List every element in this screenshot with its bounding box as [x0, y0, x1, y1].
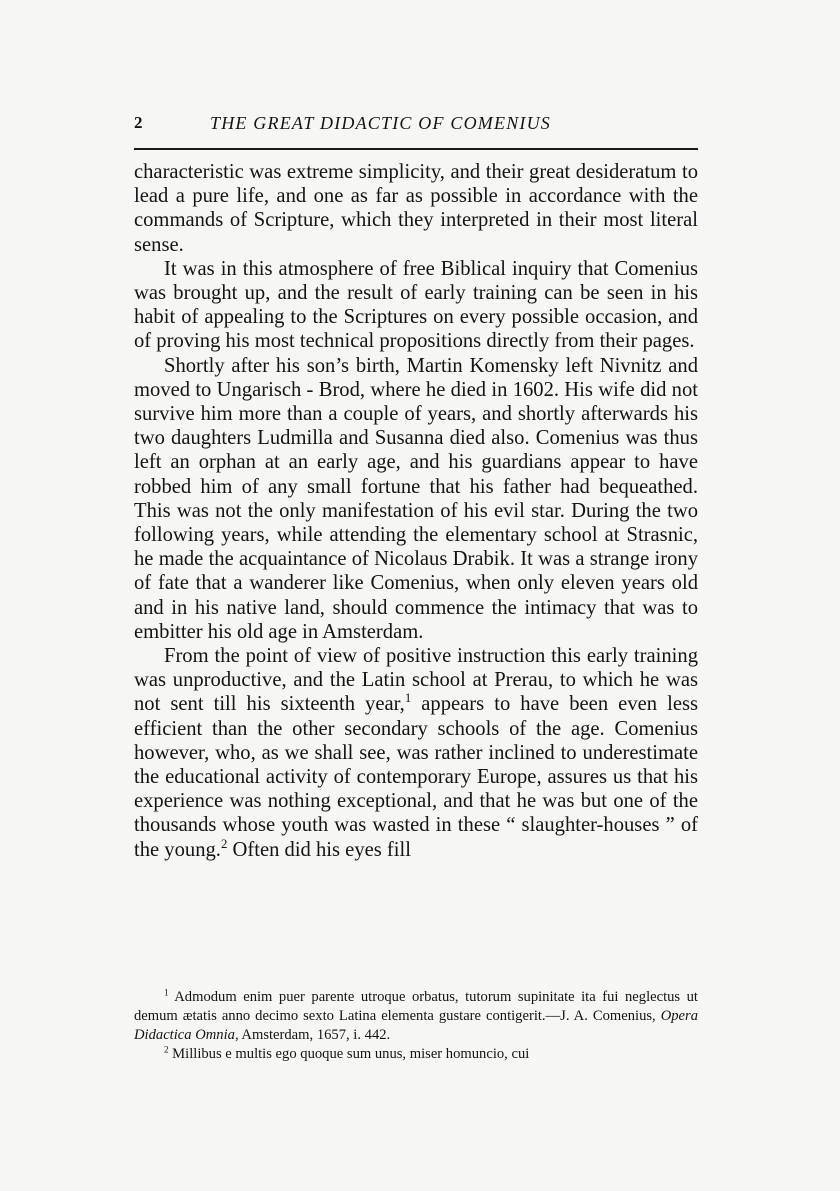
paragraph-2: It was in this atmosphere of free Biblical inquiry that Comenius was brought up, and the result of early training can be seen in his habit of appealing to the Scriptures on every possible occasion, and of proving his most technical propositions directly from their pages. — [134, 257, 698, 353]
paragraph-1: characteristic was extreme simplicity, and their great desideratum to lead a pure life, and one as far as possible in accordance with the commands of Scripture, which they interpreted in their most literal sense. — [134, 161, 698, 256]
footnote-1-text-a: Admodum enim puer parente utroque orbatus, tutorum supinitate ita fui neglectus ut demum ætatis anno decimo sexto Latina elementa gustare contigerit.—J. A. Comenius, — [134, 989, 698, 1024]
footnote-1 — [134, 988, 698, 1045]
footnote-2-text: Millibus e multis ego quoque sum unus, miser homuncio, cui — [168, 1046, 530, 1062]
footnote-2-marker: 2 — [164, 1044, 169, 1055]
footnote-ref-2: 2 — [220, 836, 228, 851]
page-header — [134, 110, 698, 144]
running-title: THE GREAT DIDACTIC OF COMENIUS — [210, 113, 551, 133]
header-rule — [134, 148, 698, 150]
paragraph-4-part-c: Often did his eyes fill — [227, 838, 411, 861]
body-text — [134, 160, 698, 862]
paragraph-3: Shortly after his son’s birth, Martin Komensky left Nivnitz and moved to Ungarisch - Brod, where he died in 1602. His wife did not survive him more than a couple of years, and shortly afterwards his two daughters Ludmilla and Susanna died also. Comenius was thus left an orphan at an early age, and his guardians appear to have robbed him of any small fortune that his father had bequeathed. This was not the only manifestation of his evil star. During the two following years, while attending the elementary school at Strasnic, he made the acquaintance of Nicolaus Drabik. It was a strange irony of fate that a wanderer like Comenius, when only eleven years old and in his native land, should commence the intimacy that was to embitter his old age in Amsterdam. — [134, 354, 698, 643]
page-number: 2 — [134, 113, 143, 132]
paragraph-4 — [134, 644, 698, 862]
footnote-ref-1: 1 — [404, 691, 412, 706]
footnote-2 — [134, 1045, 698, 1064]
paragraph-4-part-b: appears to have been even less efficient than the other secondary schools of the age. Comenius however, who, as we shall see, was rather inclined to underestimate the educational activity of contemporary Europe, assures us that his experience was nothing exceptional, and that he was but one of the thousands whose youth was wasted in these “ slaughter-houses ” of the young. — [134, 693, 699, 861]
footnote-1-work-title: Opera Didactica Omnia — [134, 1008, 698, 1043]
footnote-1-marker: 1 — [164, 987, 169, 998]
footnote-1-text-b: , Amsterdam, 1657, i. 442. — [234, 1027, 391, 1043]
footnotes — [134, 988, 698, 1064]
paragraph-4-part-a: From the point of view of positive instruction this early training was unproductive, and the Latin school at Prerau, to which he was not sent till his sixteenth year, — [134, 645, 698, 716]
